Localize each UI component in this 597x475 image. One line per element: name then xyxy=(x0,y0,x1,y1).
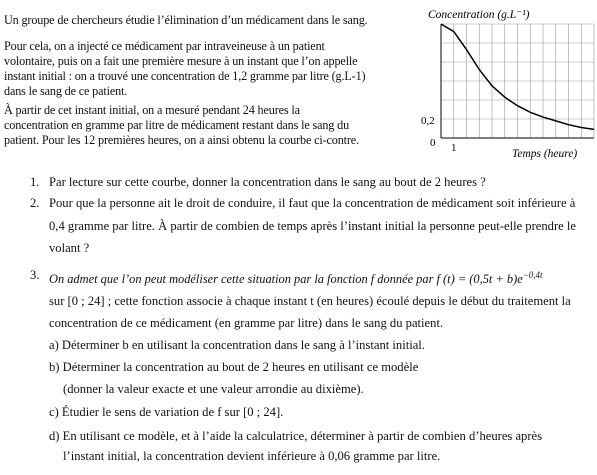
chart-grid xyxy=(441,24,594,138)
question-text: volant ? xyxy=(49,241,90,255)
model-exponent: −0,4t xyxy=(522,270,543,280)
question-text: sur [0 ; 24] ; cette fonction associe à chaque instant t (en heures) écoulé depuis le début du traitement la xyxy=(49,294,571,308)
sub-question-b: b) Déterminer la concentration au bout de 2 heures en utilisant ce modèle xyxy=(49,360,419,374)
intro-line: Un groupe de chercheurs étudie l’élimination d’un médicament dans le sang. xyxy=(4,13,368,27)
intro-line: dans le sang de ce patient. xyxy=(4,84,128,98)
question-number: 2. xyxy=(30,196,40,210)
question-text: Pour que la personne ait le droit de conduire, il faut que la concentration de médicament soit inférieure à xyxy=(49,196,576,210)
sub-question-d-cont: l’instant initial, la concentration devient inférieure à 0,06 gramme par litre. xyxy=(63,449,441,463)
sub-question-c: c) Étudier le sens de variation de f sur [0 ; 24]. xyxy=(49,405,284,419)
concentration-chart xyxy=(418,0,597,165)
x-axis-label: Temps (heure) xyxy=(512,148,578,160)
y-axis-label: Concentration (g.L⁻¹) xyxy=(428,9,530,21)
question-text xyxy=(49,267,543,287)
sub-question-b-note: (donner la valeur exacte et une valeur arrondie au dixième). xyxy=(63,382,364,396)
question-text: concentration de ce médicament (en gramme par litre) dans le sang du patient. xyxy=(49,316,444,330)
intro-line: À partir de cet instant initial, on a mesuré pendant 24 heures la xyxy=(4,103,300,117)
model-statement: On admet que l’on peut modéliser cette situation par la fonction f donnée par f (t) = (0,5t + b)e xyxy=(49,272,523,287)
intro-line: volontaire, puis on a fait une première mesure à un instant que l’on appelle xyxy=(4,54,358,68)
intro-line: patient. Pour les 12 premières heures, on a ainsi obtenu la courbe ci-contre. xyxy=(4,133,359,147)
question-number: 1. xyxy=(30,175,40,189)
sub-question-a: a) Déterminer b en utilisant la concentration dans le sang à l’instant initial. xyxy=(49,338,425,352)
intro-line: instant initial : on a trouvé une concentration de 1,2 gramme par litre (g.L-1) xyxy=(4,69,366,83)
question-text: Par lecture sur cette courbe, donner la concentration dans le sang au bout de 2 heures ? xyxy=(49,175,486,189)
y-tick-label: 0 xyxy=(430,137,436,149)
sub-question-d: d) En utilisant ce modèle, et à l’aide la calculatrice, déterminer à partir de combien d’heures après xyxy=(49,429,543,443)
question-text: 0,4 gramme par litre. À partir de combien de temps après l’instant initial la personne peut-elle prendre le xyxy=(49,219,577,233)
x-tick-label: 1 xyxy=(451,142,457,154)
intro-line: concentration en gramme par litre de médicament restant dans le sang du xyxy=(4,118,350,132)
y-tick-label: 0,2 xyxy=(421,115,435,127)
question-number: 3. xyxy=(30,268,40,282)
intro-line: Pour cela, on a injecté ce médicament par intraveineuse à un patient xyxy=(4,39,325,53)
